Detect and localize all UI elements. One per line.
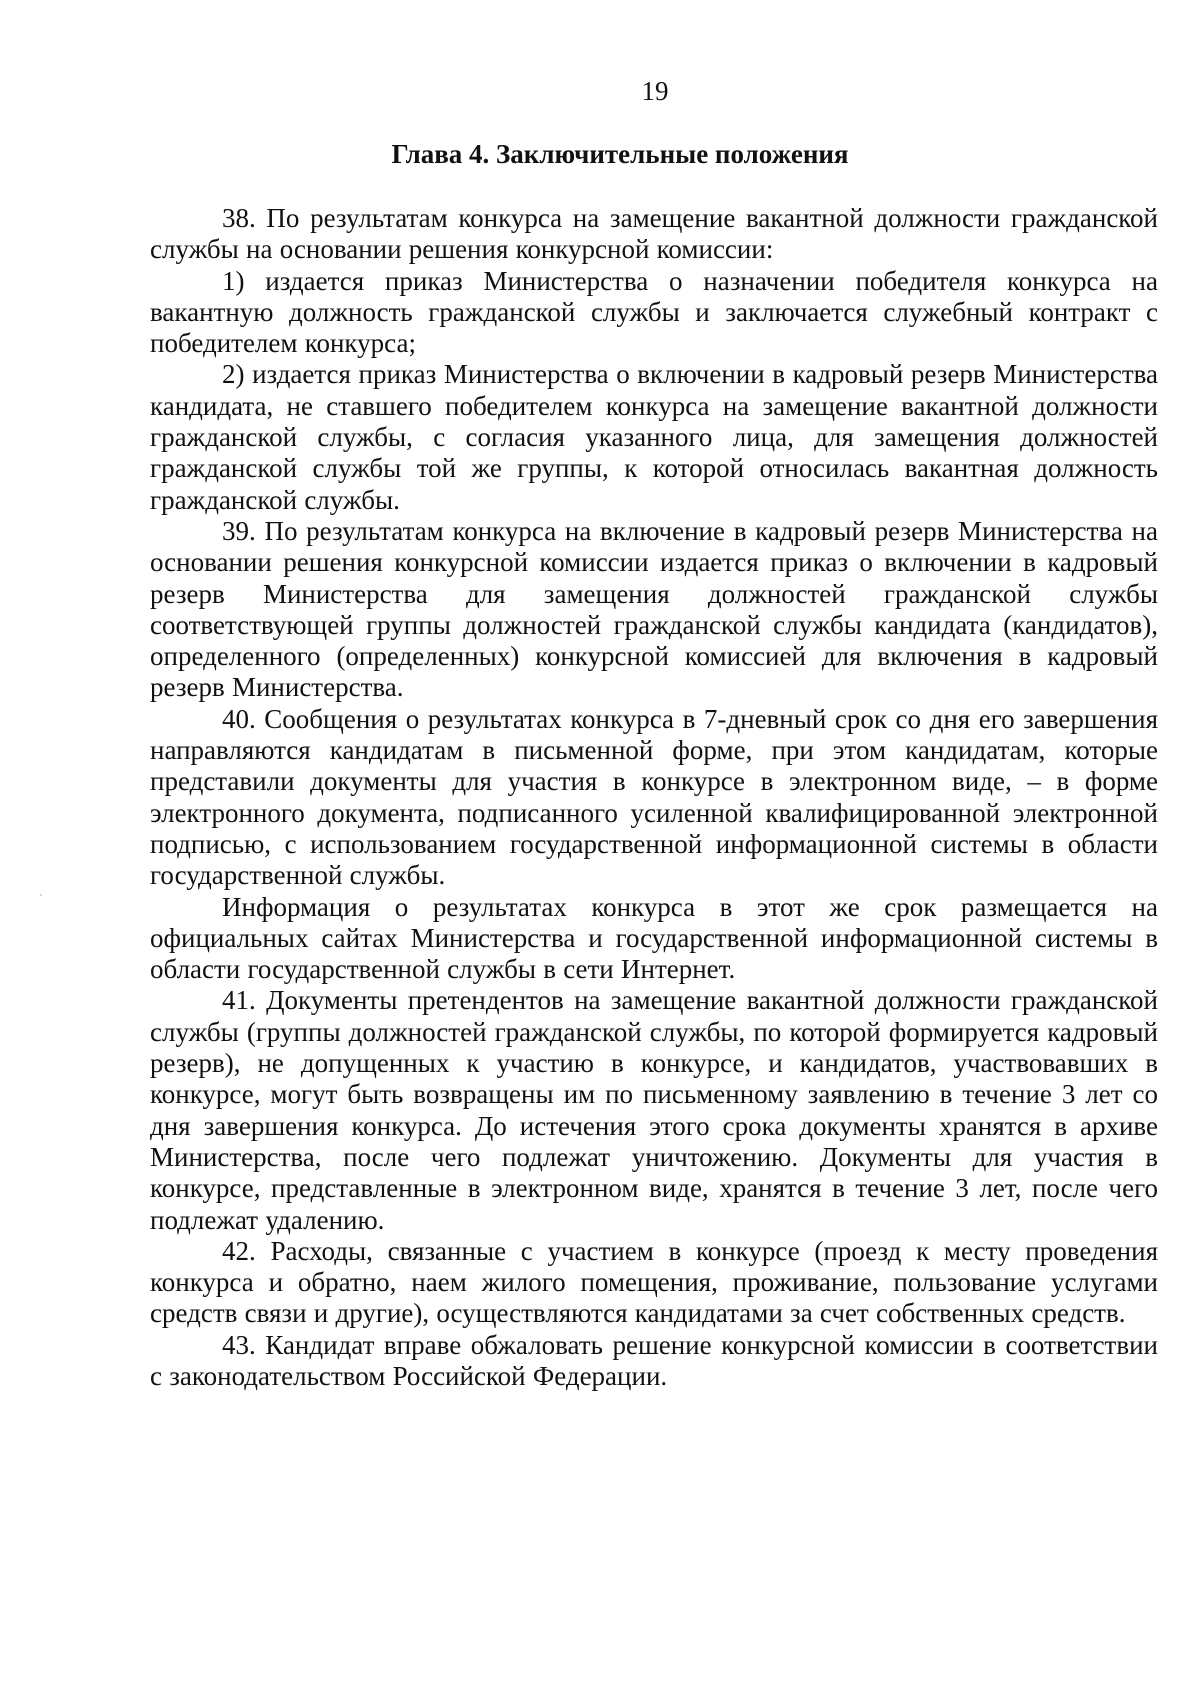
paragraph-39: 39. По результатам конкурса на включение в кадровый резерв Министерства на основании решения конкурсной комиссии издается приказ о включении в кадровый резерв Министерства для замещения должностей гражданской службы соответствующей группы должностей гражданской службы кандидата (кандидатов), определенного (определенных) конкурсной комиссией для включения в кадровый резерв Министерства. bbox=[150, 515, 1158, 703]
paragraph-43: 43. Кандидат вправе обжаловать решение конкурсной комиссии в соответствии с законодательством Российской Федерации. bbox=[150, 1329, 1158, 1391]
scan-speck bbox=[40, 894, 42, 896]
paragraph-40: 40. Сообщения о результатах конкурса в 7-дневный срок со дня его завершения направляются кандидатам в письменной форме, при этом кандидатам, которые представили документы для участия в конкурсе в электронном виде, – в форме электронного документа, подписанного усиленной квалифицированной электронной подписью, с использованием государственной информационной системы в области государственной службы. bbox=[150, 703, 1158, 891]
paragraph-38: 38. По результатам конкурса на замещение вакантной должности гражданской службы на основании решения конкурсной комиссии: bbox=[150, 203, 1158, 265]
paragraph-38-item-2: 2) издается приказ Министерства о включении в кадровый резерв Министерства кандидата, не ставшего победителем конкурса на замещение вакантной должности гражданской службы, с согласия указанного лица, для замещения должностей гражданской службы той же группы, к которой относилась вакантная должность гражданской службы. bbox=[150, 359, 1158, 515]
paragraph-38-item-1: 1) издается приказ Министерства о назначении победителя конкурса на вакантную должность гражданской службы и заключается служебный контракт с победителем конкурса; bbox=[150, 265, 1158, 359]
paragraph-42: 42. Расходы, связанные с участием в конкурсе (проезд к месту проведения конкурса и обратно, наем жилого помещения, проживание, пользование услугами средств связи и другие), осуществляются кандидатами за счет собственных средств. bbox=[150, 1235, 1158, 1329]
document-body bbox=[150, 203, 1158, 1392]
paragraph-41: 41. Документы претендентов на замещение вакантной должности гражданской службы (группы должностей гражданской службы, по которой формируется кадровый резерв), не допущенных к участию в конкурсе, и кандидатов, участвовавших в конкурсе, могут быть возвращены им по письменному заявлению в течение 3 лет со дня завершения конкурса. До истечения этого срока документы хранятся в архиве Министерства, после чего подлежат уничтожению. Документы для участия в конкурсе, представленные в электронном виде, хранятся в течение 3 лет, после чего подлежат удалению. bbox=[150, 985, 1158, 1235]
paragraph-40-information: Информация о результатах конкурса в этот же срок размещается на официальных сайтах Министерства и государственной информационной системы в области государственной службы в сети Интернет. bbox=[150, 891, 1158, 985]
page-number: 19 bbox=[641, 76, 669, 106]
chapter-title: Глава 4. Заключительные положения bbox=[391, 139, 849, 169]
